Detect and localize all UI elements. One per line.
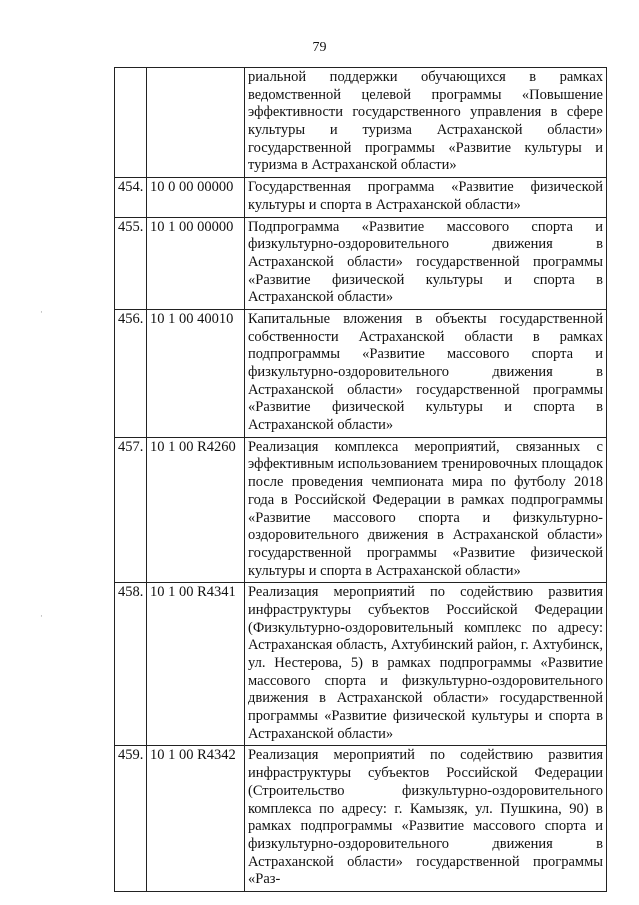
table-row bbox=[115, 309, 607, 437]
row-number: 457. bbox=[115, 437, 147, 583]
row-number: 458. bbox=[115, 583, 147, 746]
row-number: 455. bbox=[115, 217, 147, 309]
table-row bbox=[115, 746, 607, 892]
row-code bbox=[147, 68, 245, 178]
table-row bbox=[115, 68, 607, 178]
row-code: 10 0 00 00000 bbox=[147, 178, 245, 217]
page-number: 79 bbox=[312, 40, 327, 55]
row-number: 459. bbox=[115, 746, 147, 892]
row-code: 10 1 00 R4260 bbox=[147, 437, 245, 583]
scan-speck: · bbox=[40, 612, 43, 622]
row-number: 456. bbox=[115, 309, 147, 437]
row-code: 10 1 00 R4342 bbox=[147, 746, 245, 892]
budget-codes-table bbox=[114, 67, 607, 892]
table-row bbox=[115, 437, 607, 583]
table-row bbox=[115, 178, 607, 217]
row-description: Реализация мероприятий по содействию развития инфраструктуры субъектов Российской Федерации (Строительство физкультурно-оздоровительного комплекса по адресу: г. Камызяк, ул. Пушкина, 90) в рамках подпрограммы «Развитие массового спорта и физкультурно-оздоровительного движения в Астраханской области» государственной программы «Раз- bbox=[245, 746, 607, 892]
row-number bbox=[115, 68, 147, 178]
table-row bbox=[115, 217, 607, 309]
table-row bbox=[115, 583, 607, 746]
row-description: Государственная программа «Развитие физической культуры и спорта в Астраханской области» bbox=[245, 178, 607, 217]
row-description: Капитальные вложения в объекты государственной собственности Астраханской области в рамках подпрограммы «Развитие массового спорта и физкультурно-оздоровительного движения в Астраханской области» государственной программы «Развитие физической культуры и спорта в Астраханской области» bbox=[245, 309, 607, 437]
row-description: Подпрограмма «Развитие массового спорта и физкультурно-оздоровительного движения в Астраханской области» государственной программы «Развитие физической культуры и спорта в Астраханской области» bbox=[245, 217, 607, 309]
row-code: 10 1 00 40010 bbox=[147, 309, 245, 437]
row-code: 10 1 00 R4341 bbox=[147, 583, 245, 746]
scan-speck: · bbox=[40, 308, 43, 318]
row-number: 454. bbox=[115, 178, 147, 217]
row-description: Реализация мероприятий по содействию развития инфраструктуры субъектов Российской Федерации (Физкультурно-оздоровительный комплекс по адресу: Астраханская область, Ахтубинский район, г. Ахтубинск, ул. Нестерова, 5) в рамках подпрограммы «Развитие массового спорта и физкультурно-оздоровительного движения в Астраханской области» государственной программы «Развитие физической культуры и спорта в Астраханской области» bbox=[245, 583, 607, 746]
row-description: риальной поддержки обучающихся в рамках ведомственной целевой программы «Повышение эффективности государственного управления в сфере культуры и туризма Астраханской области» государственной программы «Развитие культуры и туризма в Астраханской области» bbox=[245, 68, 607, 178]
row-code: 10 1 00 00000 bbox=[147, 217, 245, 309]
row-description: Реализация комплекса мероприятий, связанных с эффективным использованием тренировочных площадок после проведения чемпионата мира по футболу 2018 года в Российской Федерации в рамках подпрограммы «Развитие массового спорта и физкультурно-оздоровительного движения в Астраханской области» государственной программы «Развитие физической культуры и спорта в Астраханской области» bbox=[245, 437, 607, 583]
